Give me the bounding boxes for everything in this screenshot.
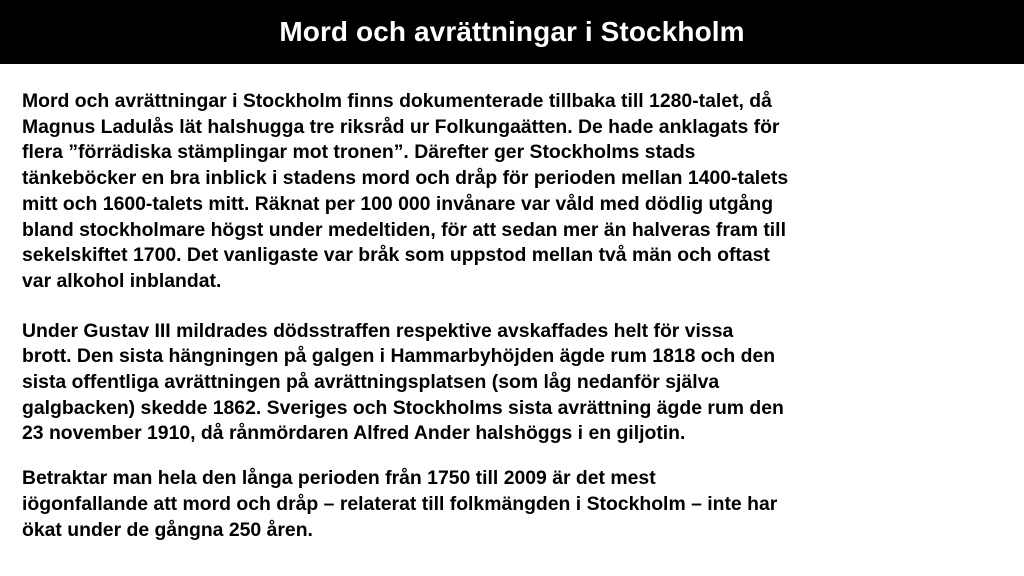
text-line: bland stockholmare högst under medeltiden, för att sedan mer än halveras fram till xyxy=(22,218,786,241)
text-line: 23 november 1910, då rånmördaren Alfred Ander halshöggs i en giljotin. xyxy=(22,422,686,445)
text-line: Under Gustav III mildrades dödsstraffen respektive avskaffades helt för vissa xyxy=(22,319,734,342)
title-bar xyxy=(0,0,1024,64)
text-line: Mord och avrättningar i Stockholm finns dokumenterade tillbaka till 1280-talet, då xyxy=(22,90,772,112)
slide-body xyxy=(22,89,1004,543)
text-line: sista offentliga avrättningen på avrättningsplatsen (som låg nedanför själva xyxy=(22,371,720,394)
text-line: var alkohol inblandat. xyxy=(22,269,222,292)
paragraph-history xyxy=(22,89,1004,295)
text-line: brott. Den sista hängningen på galgen i Hammarbyhöjden ägde rum 1818 och den xyxy=(22,345,776,368)
text-line: sekelskiftet 1700. Det vanligaste var bråk som uppstod mellan två män och oftast xyxy=(22,244,770,267)
text-line: flera ”förrädiska stämplingar mot tronen”. Därefter ger Stockholms stads xyxy=(22,141,696,164)
paragraph-executions xyxy=(22,319,1004,448)
text-line: iögonfallande att mord och dråp – relaterat till folkmängden i Stockholm – inte har xyxy=(22,492,778,515)
paragraph-trend xyxy=(22,466,1004,543)
text-line: galgbacken) skedde 1862. Sveriges och Stockholms sista avrättning ägde rum den xyxy=(22,396,784,419)
text-line: Betraktar man hela den långa perioden från 1750 till 2009 är det mest xyxy=(22,467,656,490)
text-line: Magnus Ladulås lät halshugga tre riksråd ur Folkungaätten. De hade anklagats för xyxy=(22,115,780,138)
text-line: tänkeböcker en bra inblick i stadens mord och dråp för perioden mellan 1400-talets xyxy=(22,167,789,190)
text-line: ökat under de gångna 250 åren. xyxy=(22,518,313,541)
slide-title: Mord och avrättningar i Stockholm xyxy=(279,16,745,47)
text-line: mitt och 1600-talets mitt. Räknat per 100 000 invånare var våld med dödlig utgång xyxy=(22,192,774,215)
